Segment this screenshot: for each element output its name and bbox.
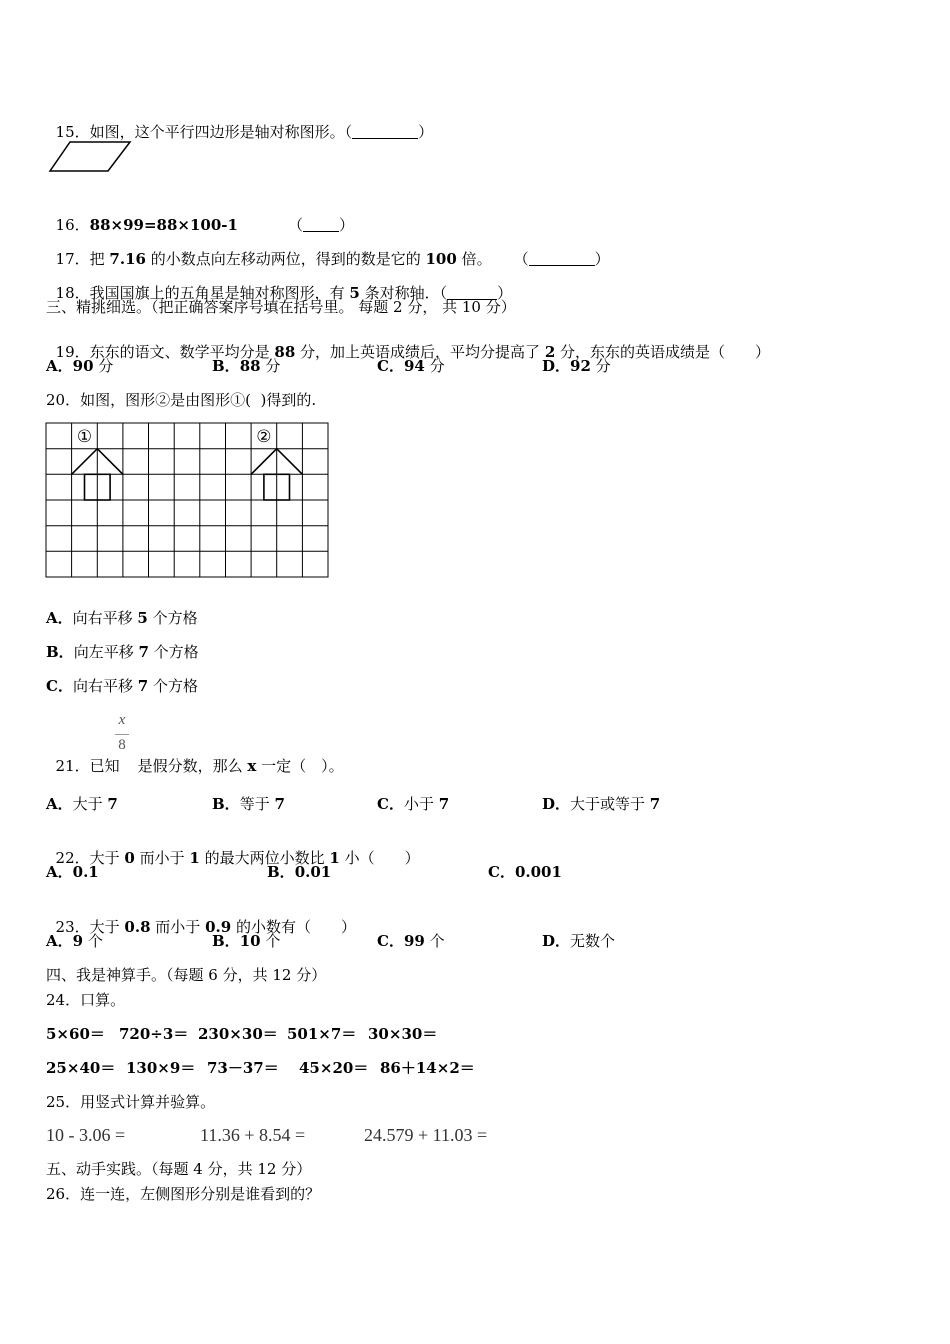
section-4-heading: 四、我是神算手。（每题 6 分，共 12 分）: [46, 966, 327, 984]
q22-option-c[interactable]: C．0.001: [488, 863, 562, 881]
figure-label-2: ②: [256, 427, 272, 447]
question-21: 21．已知 是假分数，那么 x 一定（ ）。: [55, 757, 344, 775]
question-17: 17．把 7.16 的小数点向左移动两位，得到的数是它的 100 倍。 （ ）: [55, 250, 610, 268]
question-15-text: 15．如图，这个平行四边形是轴对称图形。（: [55, 123, 353, 141]
vertical-calc-item: 10 - 3.06 =: [46, 1125, 126, 1145]
mental-math-item: 73－37＝: [207, 1059, 279, 1077]
mental-math-item: 230×30＝: [198, 1025, 278, 1043]
q21-option-b[interactable]: B．等于 7: [212, 795, 285, 813]
q23-option-c[interactable]: C．99 个: [377, 932, 445, 950]
question-23: 23．大于 0.8 而小于 0.9 的小数有（ ）: [55, 918, 356, 936]
q20-option-b[interactable]: B．向左平移 7 个方格: [46, 643, 199, 661]
question-26: 26．连一连，左侧图形分别是谁看到的？: [46, 1185, 321, 1203]
figure-label-1: ①: [76, 427, 93, 447]
q23-option-b[interactable]: B．10 个: [212, 932, 281, 950]
section-3-heading: 三、精挑细选。（把正确答案序号填在括号里。 每题 2 分， 共 10 分）: [46, 298, 516, 316]
mental-math-item: 45×20＝: [299, 1059, 369, 1077]
mental-math-item: 501×7＝: [287, 1025, 357, 1043]
question-24-title: 24．口算。: [46, 991, 126, 1009]
q21-option-c[interactable]: C．小于 7: [377, 795, 450, 813]
question-25-title: 25．用竖式计算并验算。: [46, 1093, 216, 1111]
q19-option-b[interactable]: B．88 分: [212, 357, 281, 375]
q22-option-a[interactable]: A．0.1: [46, 863, 99, 881]
mental-math-item: 130×9＝: [126, 1059, 196, 1077]
q23-option-a[interactable]: A．9 个: [46, 932, 103, 950]
vertical-calc-item: 11.36 + 8.54 =: [200, 1125, 306, 1145]
q21-option-d[interactable]: D．大于或等于 7: [542, 795, 661, 813]
mental-math-item: 720÷3＝: [119, 1025, 189, 1043]
section-5-heading: 五、动手实践。（每题 4 分，共 12 分）: [46, 1160, 312, 1178]
answer-blank[interactable]: [529, 251, 595, 266]
q19-option-d[interactable]: D．92 分: [542, 357, 611, 375]
vertical-calc-item: 24.579 + 11.03 =: [364, 1125, 488, 1145]
q21-option-a[interactable]: A．大于 7: [46, 795, 118, 813]
fraction-numerator: x: [118, 712, 126, 728]
q19-option-c[interactable]: C．94 分: [377, 357, 445, 375]
mental-math-item: 30×30＝: [368, 1025, 438, 1043]
fraction-denominator: 8: [118, 737, 126, 753]
mental-math-item: 5×60＝: [46, 1025, 105, 1043]
q20-option-a[interactable]: A．向右平移 5 个方格: [46, 609, 198, 627]
question-16-expression: 88×99=88×100-1: [89, 216, 238, 234]
question-22: 22．大于 0 而小于 1 的最大两位小数比 1 小（ ）: [55, 849, 420, 867]
answer-blank[interactable]: [352, 124, 418, 139]
fraction-bar: [115, 734, 129, 735]
parallelogram-figure: [48, 140, 132, 174]
mental-math-item: 86＋14×2＝: [380, 1059, 475, 1077]
mental-math-item: 25×40＝: [46, 1059, 116, 1077]
q19-option-a[interactable]: A．90 分: [46, 357, 114, 375]
q23-option-d[interactable]: D．无数个: [542, 932, 616, 950]
grid-figure: [45, 422, 331, 580]
question-19: 19．东东的语文、数学平均分是 88 分，加上英语成绩后，平均分提高了 2 分，东东的英语成绩是（ ）: [55, 343, 771, 361]
question-16: 16．88×99=88×100-1 （ ）: [55, 216, 354, 234]
question-18: 18．我国国旗上的五角星是轴对称图形，有 5 条对称轴．（ ）: [55, 284, 513, 302]
q22-option-b[interactable]: B．0.01: [267, 863, 332, 881]
q20-option-c[interactable]: C．向右平移 7 个方格: [46, 677, 198, 695]
question-20: 20．如图，图形②是由图形①( )得到的.: [46, 391, 317, 409]
parallelogram-shape: [50, 142, 130, 171]
question-15: 15．如图，这个平行四边形是轴对称图形。（ ）: [55, 123, 434, 141]
